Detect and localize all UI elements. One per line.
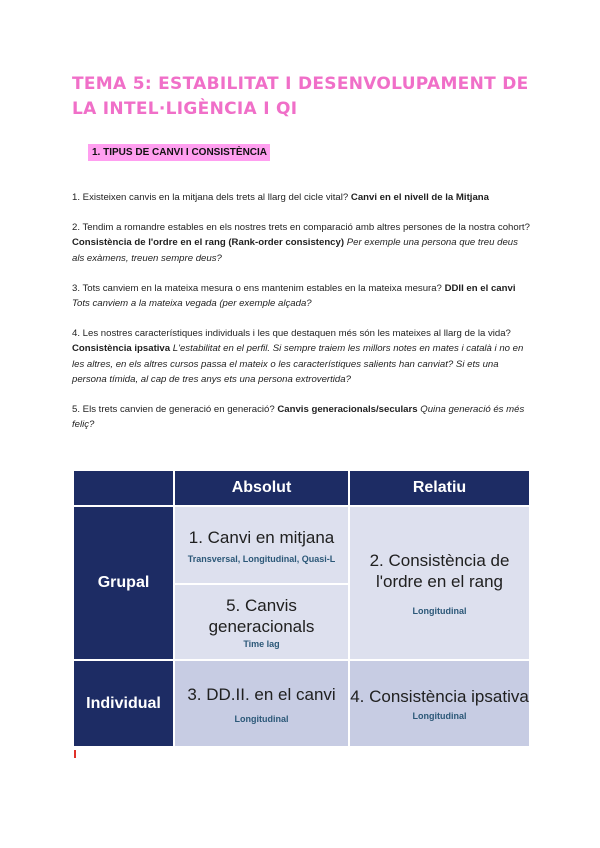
paragraph-2 <box>72 220 532 266</box>
header-absolut: Absolut <box>174 471 349 506</box>
paragraph-4 <box>72 326 532 387</box>
row-label-grupal: Grupal <box>74 506 174 660</box>
paragraph-bold: Consistència de l'ordre en el rang (Rank-order consistency) <box>72 237 345 249</box>
paragraph-text: 3. Tots canviem en la mateixa mesura o ens mantenim estables en la mateixa mesura? <box>72 282 445 294</box>
cell-consistencia-ordre <box>349 506 529 660</box>
cell-ddii-canvi <box>174 660 349 746</box>
cell-subtitle: Longitudinal <box>234 713 289 724</box>
paragraph-5 <box>72 402 532 432</box>
paragraph-italic: Tots canviem a la mateixa vegada (per exemple alçada? <box>72 298 312 310</box>
cell-title: 5. Canvis generacionals <box>208 596 315 636</box>
cell-subtitle: Longitudinal <box>412 606 467 616</box>
paragraph-italic: L'estabilitat en el perfil. Si sempre traiem les millors notes en mates i català i no en les altres, en els altres cursos passa el mateix o les característiques salients han canviat? Si ets una persona tímida, al cap de tres anys ets una persona extrovertida? <box>72 343 524 385</box>
paragraph-italic: Quina generació és més feliç? <box>72 404 525 431</box>
cell-canvi-mitjana <box>174 506 349 584</box>
paragraph-bold: Consistència ipsativa <box>72 343 171 355</box>
paragraph-bold: Canvi en el nivell de la Mitjana <box>350 192 489 203</box>
cell-canvis-generacionals <box>174 584 349 660</box>
paragraph-italic: Per exemple una persona que treu deus als exàmens, treuen sempre deus? <box>72 237 518 264</box>
cell-subtitle: Transversal, Longitudinal, Quasi-L <box>187 553 336 564</box>
paragraph-bold: DDII en el canvi <box>444 282 516 294</box>
paragraph-text: 2. Tendim a romandre estables en els nostres trets en comparació amb altres persones de la nostra cohort? <box>72 222 530 234</box>
paragraph-bold: Canvis generacionals/seculars <box>277 404 418 416</box>
cell-subtitle: Time lag <box>243 639 280 649</box>
section-heading: 1. TIPUS DE CANVI I CONSISTÈNCIA <box>88 144 270 161</box>
cell-title: 2. Consistència de l'ordre en el rang <box>369 551 510 591</box>
header-relatiu: Relatiu <box>349 471 529 506</box>
paragraph-3 <box>72 281 532 311</box>
red-mark <box>74 750 76 758</box>
cell-title: 3. DD.II. en el canvi <box>187 684 336 704</box>
page-title: TEMA 5: ESTABILITAT I DESENVOLUPAMENT DE LA INTEL·LIGÈNCIA I QI <box>72 74 529 119</box>
change-types-table <box>74 471 529 746</box>
paragraph-text: 5. Els trets canvien de generació en generació? <box>72 404 278 416</box>
paragraph-1 <box>72 190 532 205</box>
question-list <box>72 190 532 447</box>
paragraph-text: 1. Existeixen canvis en la mitjana dels trets al llarg del cicle vital? <box>72 192 351 203</box>
cell-consistencia-ipsativa <box>349 660 529 746</box>
cell-title: 4. Consistència ipsativa <box>350 687 529 706</box>
paragraph-text: 4. Les nostres característiques individuals i les que destaquen més són les mateixes al llarg de la vida? <box>72 328 511 340</box>
table-corner <box>74 471 174 506</box>
cell-title: 1. Canvi en mitjana <box>188 527 335 547</box>
cell-subtitle: Longitudinal <box>412 711 467 721</box>
row-label-individual: Individual <box>74 660 174 746</box>
